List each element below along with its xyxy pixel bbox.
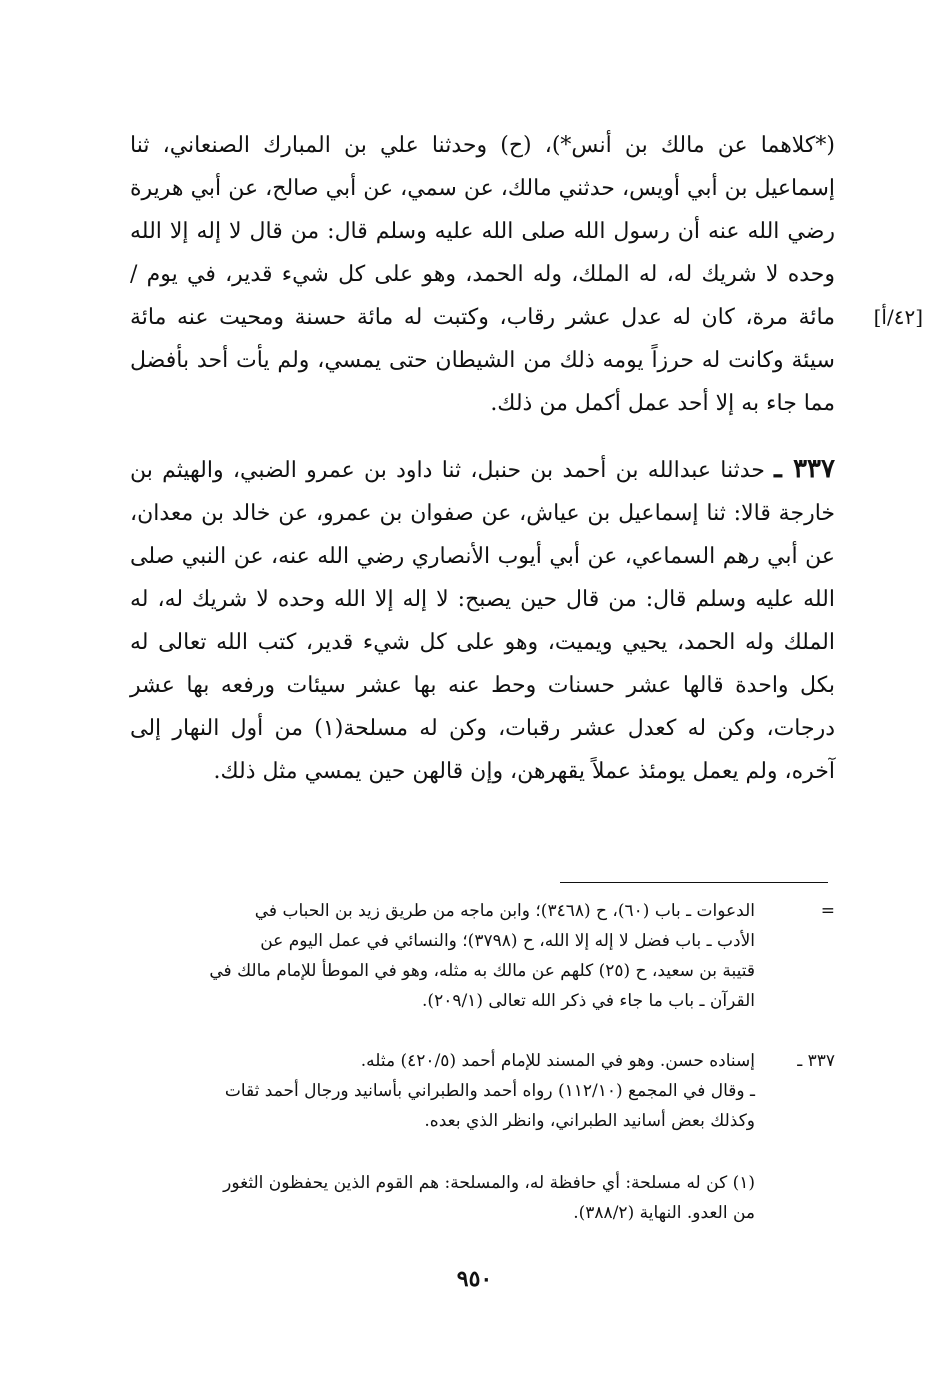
footnote-line: قتيبة بن سعيد، ح (٢٥) كلهم عن مالك به مثله، وهو في الموطأ للإمام مالك في <box>209 961 755 981</box>
footnote-line: القرآن ـ باب ما جاء في ذكر الله تعالى (٢٠٩/١). <box>422 991 755 1011</box>
footnote-line: الدعوات ـ باب (٦٠)، ح (٣٤٦٨)؛ وابن ماجه من طريق زيد بن الحباب في <box>254 901 755 921</box>
footnote-line: وكذلك بعض أسانيد الطبراني، وانظر الذي بعده. <box>424 1111 755 1131</box>
footnote-line: إسناده حسن. وهو في المسند للإمام أحمد (٤٢٠/٥) مثله. <box>360 1051 755 1071</box>
footnote-337 <box>130 1046 835 1136</box>
hadith-337-paragraph <box>130 448 835 793</box>
footnote-marker: = <box>820 901 835 921</box>
hadith-336-text: (*كلاهما عن مالك بن أنس*)، (ح) وحدثنا علي بن المبارك الصنعاني، ثنا إسماعيل بن أبي أويس، حدثني مالك، عن سمي، عن أبي صالح، عن أبي هريرة رضي الله عنه أن رسول الله صلى الله عليه وسلم قال: من قال لا إله إلا الله وحده لا شريك له، له الملك، وله الحمد، وهو على كل شيء قدير، في يوم / مائة مرة، كان له عدل عشر رقاب، وكتبت له مائة حسنة ومحيت عنه مائة سيئة وكانت له حرزاً يومه ذلك من الشيطان حتى يمسي، ولم يأت أحد بأفضل مما جاء به إلا أحد عمل أكمل من ذلك. <box>130 133 835 416</box>
footnote-marker: ٣٣٧ ـ <box>797 1051 835 1071</box>
main-paragraph-1 <box>130 124 835 425</box>
hadith-337-text: حدثنا عبدالله بن أحمد بن حنبل، ثنا داود بن عمرو الضبي، والهيثم بن خارجة قالا: ثنا إسماعيل بن عياش، عن صفوان بن عمرو، عن خالد بن معدان، عن أبي رهم السماعي، عن أبي أيوب الأنصاري رضي الله عنه، عن النبي صلى الله عليه وسلم قال: من قال حين يصبح: لا إله إلا الله وحده لا شريك له، له الملك وله الحمد، يحيي ويميت، وهو على كل شيء قدير، كتب الله تعالى له بكل واحدة قالها عشر حسنات وحط عنه بها عشر سيئات ورفعه بها عشر درجات، وكن له كعدل عشر رقبات، وكن له مسلحة(١) من أول النهار إلى آخره، ولم يعمل يومئذ عملاً يقهرهن، وإن قالهن حين يمسي مثل ذلك. <box>130 458 835 784</box>
footnote-continuation <box>130 896 835 1016</box>
footnote-line: (١) كن له مسلحة: أي حافظة له، والمسلحة: هم القوم الذين يحفظون الثغور <box>223 1173 755 1193</box>
footnote-line: ـ وقال في المجمع (١١٢/١٠) رواه أحمد والطبراني بأسانيد ورجال أحمد ثقات <box>224 1081 755 1101</box>
footnote-line: الأدب ـ باب فضل لا إله إلا الله، ح (٣٧٩٨)؛ والنسائي في عمل اليوم عن <box>260 931 755 951</box>
page-number: ٩٥٠ <box>456 1266 493 1292</box>
footnote-separator <box>560 882 828 883</box>
main-paragraph-2 <box>130 448 835 793</box>
footnote-line: من العدو. النهاية (٣٨٨/٢). <box>573 1203 755 1223</box>
footnote-1 <box>130 1168 835 1228</box>
hadith-number: ٣٣٧ ـ <box>774 454 835 484</box>
margin-folio-reference: [٤٢/أ] <box>873 305 923 329</box>
